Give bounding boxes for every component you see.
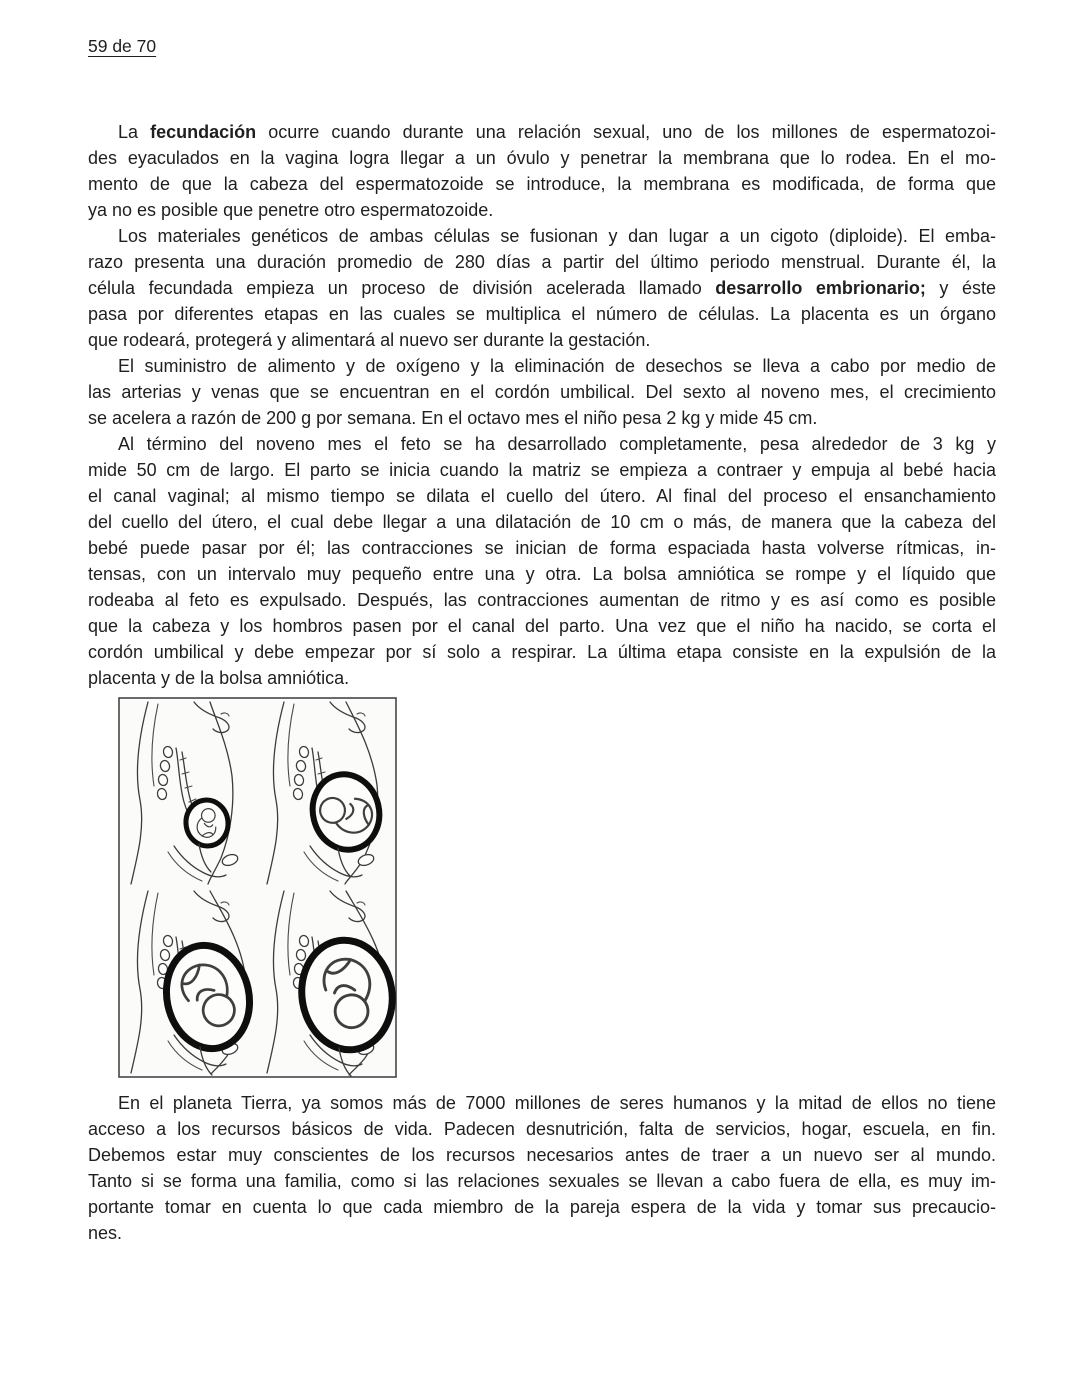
text-run: el canal vaginal; al mismo tiempo se dilata el cuello del útero. Al final del proceso el ensanchamiento <box>88 486 996 506</box>
text-line <box>88 249 996 275</box>
text-run: ocurre cuando durante una relación sexual, uno de los millones de espermatozoi- <box>256 122 997 142</box>
text-line <box>88 379 996 405</box>
text-line <box>88 405 996 431</box>
text-run: que la cabeza y los hombros pasen por el canal del parto. Una vez que el niño ha nacido, se corta el <box>88 616 996 636</box>
text-line <box>88 483 996 509</box>
text-run: bebé puede pasar por él; las contracciones se inician de forma espaciada hasta volverse rítmicas, in- <box>88 538 996 558</box>
body-text <box>88 119 996 1246</box>
text-run: rodeaba al feto es expulsado. Después, las contracciones aumentan de ritmo y es así como es posible <box>88 590 996 610</box>
text-run: des eyaculados en la vagina logra llegar a un óvulo y penetrar la membrana que lo rodea. En el mo- <box>88 148 996 168</box>
text-run: que rodeará, protegerá y alimentará al nuevo ser durante la gestación. <box>88 330 651 350</box>
text-run: cordón umbilical y debe empezar por sí solo a respirar. La última etapa consiste en la expulsión de la <box>88 642 996 662</box>
text-run: mento de que la cabeza del espermatozoide se introduce, la membrana es modificada, de forma que <box>88 174 996 194</box>
text-run: Debemos estar muy conscientes de los recursos necesarios antes de traer a un nuevo ser al mundo. <box>88 1145 996 1165</box>
text-line <box>88 613 996 639</box>
text-line <box>88 535 996 561</box>
bold-term: desarrollo embrionario; <box>715 278 926 298</box>
text-run: y éste <box>925 278 996 298</box>
text-run: razo presenta una duración promedio de 280 días a partir del último periodo menstrual. Durante él, la <box>88 252 996 272</box>
text-line <box>88 561 996 587</box>
bold-term: fecundación <box>150 122 257 142</box>
text-run: pasa por diferentes etapas en las cuales se multiplica el número de células. La placenta es un órgano <box>88 304 996 324</box>
text-line <box>88 1194 996 1220</box>
text-run: portante tomar en cuenta lo que cada miembro de la pareja espera de la vida y tomar sus precaucio- <box>88 1197 996 1217</box>
text-run: Al término del noveno mes el feto se ha desarrollado completamente, pesa alrededor de 3 kg y <box>118 434 996 454</box>
text-run: se acelera a razón de 200 g por semana. En el octavo mes el niño pesa 2 kg y mide 45 cm. <box>88 408 818 428</box>
text-line <box>88 1220 996 1246</box>
text-run: las arterias y venas que se encuentran en el cordón umbilical. Del sexto al noveno mes, el crecimiento <box>88 382 996 402</box>
text-line <box>88 1142 996 1168</box>
paragraph-group-top <box>88 119 996 691</box>
paragraph <box>88 431 996 691</box>
text-line <box>88 171 996 197</box>
text-run: placenta y de la bolsa amniótica. <box>88 668 350 688</box>
text-line <box>88 431 996 457</box>
pregnancy-stages-illustration <box>118 697 397 1078</box>
paragraph <box>88 119 996 223</box>
text-line <box>88 639 996 665</box>
text-run: tensas, con un intervalo muy pequeño entre una y otra. La bolsa amniótica se rompe y el líquido que <box>88 564 996 584</box>
text-line <box>88 301 996 327</box>
text-line <box>88 587 996 613</box>
text-run: Tanto si se forma una familia, como si las relaciones sexuales se llevan a cabo fuera de ella, es muy im- <box>88 1171 996 1191</box>
paragraph <box>88 353 996 431</box>
text-line <box>88 665 996 691</box>
pregnancy-stages-figure <box>118 697 397 1078</box>
text-run: El suministro de alimento y de oxígeno y la eliminación de desechos se lleva a cabo por medio de <box>118 356 996 376</box>
paragraph <box>88 223 996 353</box>
text-line <box>88 145 996 171</box>
text-line <box>88 1116 996 1142</box>
text-line <box>88 457 996 483</box>
text-run: En el planeta Tierra, ya somos más de 7000 millones de seres humanos y la mitad de ellos no tiene <box>118 1093 996 1113</box>
text-line <box>88 119 996 145</box>
text-line <box>88 327 996 353</box>
text-line <box>88 1090 996 1116</box>
text-run: La <box>118 122 151 142</box>
text-run: nes. <box>88 1223 123 1243</box>
text-line <box>88 1168 996 1194</box>
text-line <box>88 223 996 249</box>
page-number: 59 de 70 <box>88 36 157 56</box>
text-run: célula fecundada empieza un proceso de división acelerada llamado <box>88 278 716 298</box>
text-run: acceso a los recursos básicos de vida. Padecen desnutrición, falta de servicios, hogar, escuela, en fin. <box>88 1119 996 1139</box>
text-line <box>88 353 996 379</box>
paragraph-group-bottom <box>88 1090 996 1246</box>
text-run: mide 50 cm de largo. El parto se inicia cuando la matriz se empieza a contraer y empuja al bebé hacia <box>88 460 996 480</box>
paragraph <box>88 1090 996 1246</box>
text-run: del cuello del útero, el cual debe llegar a una dilatación de 10 cm o más, de manera que la cabeza del <box>88 512 996 532</box>
text-line <box>88 509 996 535</box>
text-line <box>88 275 996 301</box>
text-line <box>88 197 996 223</box>
text-run: ya no es posible que penetre otro espermatozoide. <box>88 200 494 220</box>
text-run: Los materiales genéticos de ambas células se fusionan y dan lugar a un cigoto (diploide). El emba- <box>118 226 996 246</box>
